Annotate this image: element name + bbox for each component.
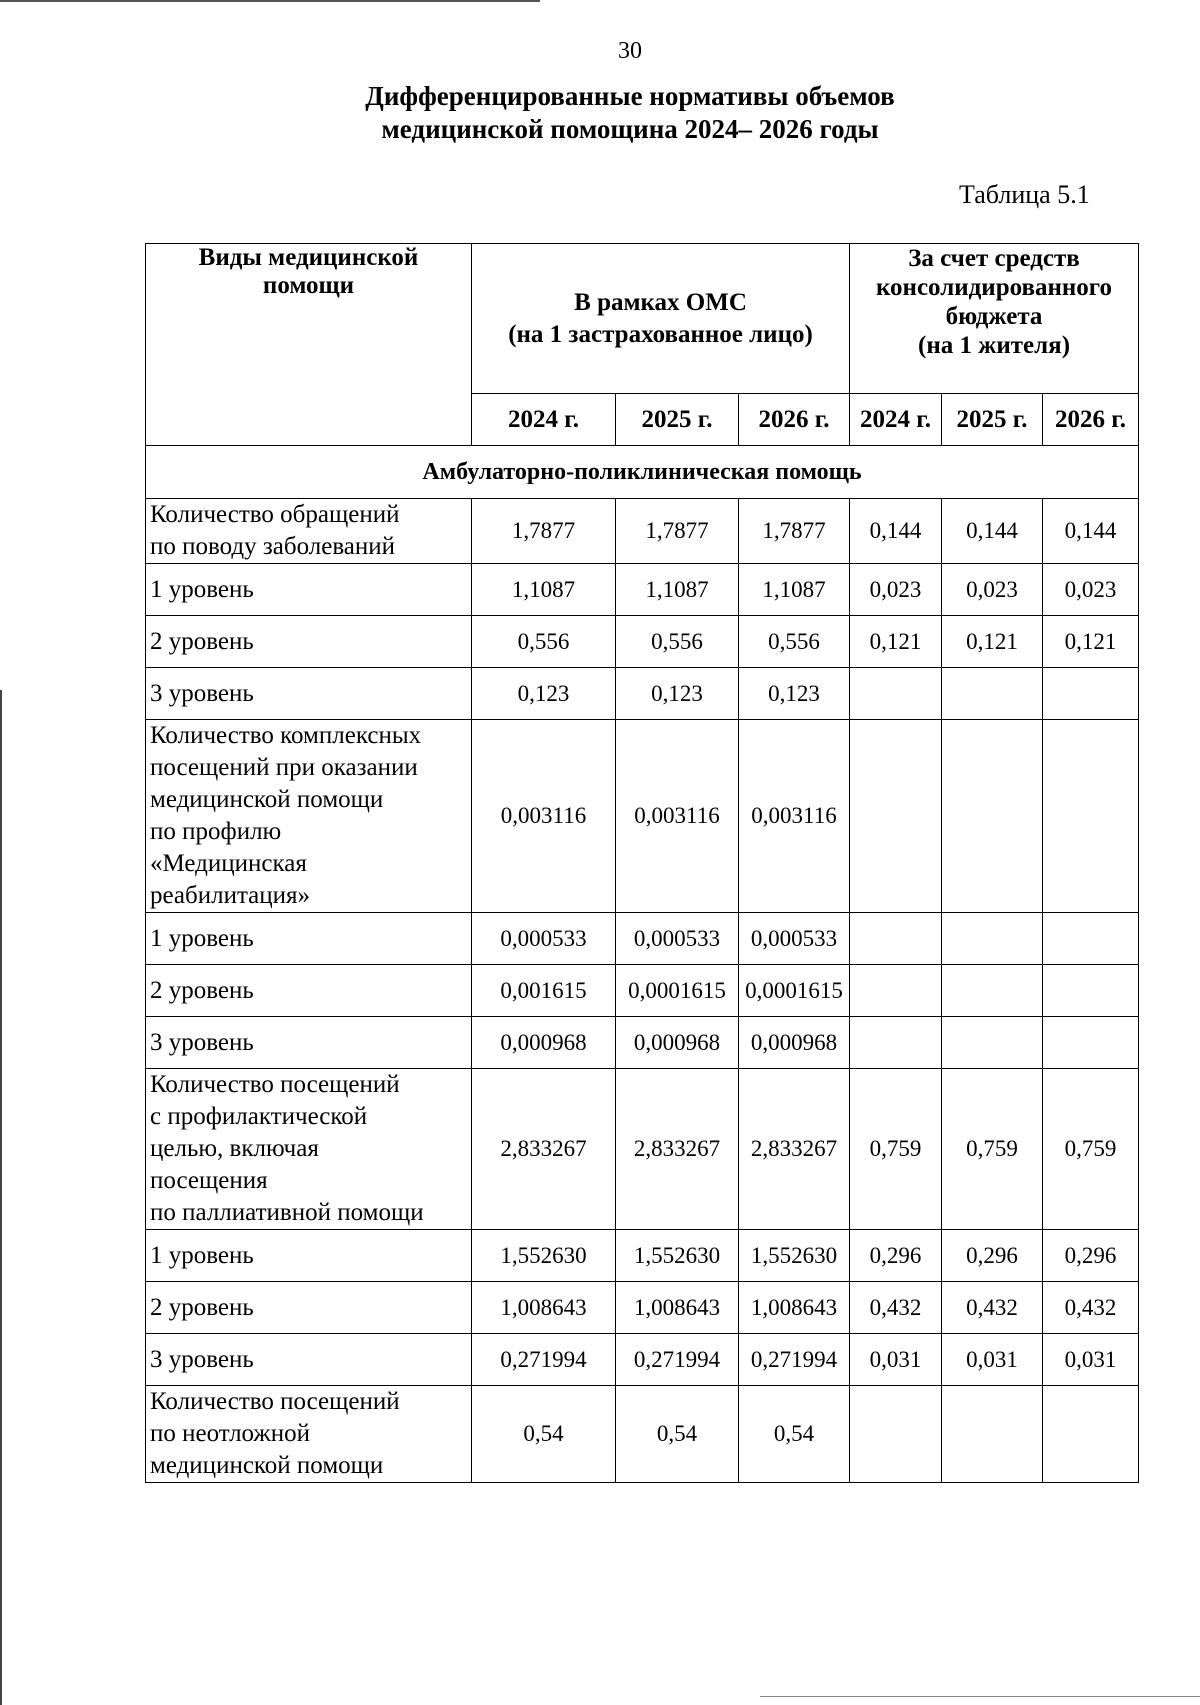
value-cell: 2,833267 bbox=[472, 1069, 616, 1230]
value-cell: 0,144 bbox=[850, 499, 942, 564]
value-cell: 0,000533 bbox=[739, 913, 850, 965]
value-cell: 0,144 bbox=[942, 499, 1043, 564]
value-cell: 0,144 bbox=[1043, 499, 1139, 564]
value-cell: 1,1087 bbox=[739, 564, 850, 616]
value-cell: 0,556 bbox=[739, 616, 850, 668]
row-label-line: по неотложной bbox=[150, 1420, 310, 1447]
value-cell: 2,833267 bbox=[739, 1069, 850, 1230]
table-row bbox=[146, 1017, 1139, 1069]
header-year: 2024 г. bbox=[850, 394, 942, 446]
value-cell: 0,432 bbox=[850, 1282, 942, 1334]
row-label-line: посещения bbox=[150, 1167, 268, 1194]
value-cell bbox=[850, 913, 942, 965]
value-cell: 0,023 bbox=[850, 564, 942, 616]
value-cell: 1,552630 bbox=[739, 1230, 850, 1282]
value-cell: 1,7877 bbox=[472, 499, 616, 564]
row-label bbox=[146, 1017, 472, 1069]
value-cell: 0,123 bbox=[739, 668, 850, 720]
row-label-line: Количество обращений bbox=[150, 501, 400, 528]
header-budget-line: консолидированного bbox=[875, 274, 1113, 301]
row-label-line: реабилитация» bbox=[150, 882, 311, 909]
row-label-line: Количество посещений bbox=[150, 1388, 400, 1415]
value-cell: 0,0001615 bbox=[616, 965, 739, 1017]
table-body bbox=[146, 446, 1139, 1483]
title-line-2: медицинской помощина 2024– 2026 годы bbox=[381, 114, 879, 144]
value-cell: 0,556 bbox=[616, 616, 739, 668]
row-label-line: медицинской помощи bbox=[150, 1452, 384, 1479]
value-cell bbox=[942, 668, 1043, 720]
value-cell: 0,003116 bbox=[472, 720, 616, 913]
value-cell bbox=[1043, 1386, 1139, 1483]
normatives-table bbox=[145, 243, 1139, 1483]
value-cell bbox=[942, 965, 1043, 1017]
value-cell bbox=[942, 1017, 1043, 1069]
value-cell: 0,000968 bbox=[616, 1017, 739, 1069]
row-label-line: по поводу заболеваний bbox=[150, 533, 396, 560]
value-cell bbox=[942, 720, 1043, 913]
row-label-line: по профилю bbox=[150, 818, 282, 845]
table-row bbox=[146, 1282, 1139, 1334]
value-cell: 0,003116 bbox=[739, 720, 850, 913]
row-label bbox=[146, 1230, 472, 1282]
row-label bbox=[146, 1334, 472, 1386]
table-label: Таблица 5.1 bbox=[959, 180, 1090, 209]
row-label-line: 3 уровень bbox=[150, 1345, 254, 1373]
value-cell bbox=[850, 668, 942, 720]
value-cell bbox=[850, 965, 942, 1017]
value-cell bbox=[850, 1017, 942, 1069]
value-cell: 1,1087 bbox=[472, 564, 616, 616]
value-cell bbox=[1043, 913, 1139, 965]
value-cell bbox=[942, 1386, 1043, 1483]
table-row bbox=[146, 1334, 1139, 1386]
header-year: 2024 г. bbox=[472, 394, 616, 446]
header-year: 2026 г. bbox=[1043, 394, 1139, 446]
row-label-line: 2 уровень bbox=[150, 976, 254, 1004]
row-label-line: Количество комплексных bbox=[150, 722, 422, 749]
value-cell: 0,000968 bbox=[739, 1017, 850, 1069]
row-label bbox=[146, 965, 472, 1017]
value-cell: 0,000533 bbox=[472, 913, 616, 965]
table-row bbox=[146, 720, 1139, 913]
value-cell: 1,7877 bbox=[616, 499, 739, 564]
row-label-line: целью, включая bbox=[150, 1135, 319, 1162]
row-label bbox=[146, 1069, 472, 1230]
row-label-line: 3 уровень bbox=[150, 679, 254, 707]
value-cell bbox=[1043, 720, 1139, 913]
value-cell: 0,556 bbox=[472, 616, 616, 668]
value-cell: 1,008643 bbox=[616, 1282, 739, 1334]
row-label-line: 3 уровень bbox=[150, 1028, 254, 1056]
header-year: 2026 г. bbox=[739, 394, 850, 446]
value-cell: 1,008643 bbox=[739, 1282, 850, 1334]
row-label bbox=[146, 499, 472, 564]
table-row bbox=[146, 499, 1139, 564]
row-label-line: Количество посещений bbox=[150, 1071, 400, 1098]
section-title: Амбулаторно-поликлиническая помощь bbox=[146, 446, 1139, 499]
table-row bbox=[146, 668, 1139, 720]
value-cell: 0,296 bbox=[850, 1230, 942, 1282]
row-label bbox=[146, 616, 472, 668]
row-label bbox=[146, 668, 472, 720]
value-cell: 0,123 bbox=[616, 668, 739, 720]
table-row bbox=[146, 1386, 1139, 1483]
row-label-line: 1 уровень bbox=[150, 924, 254, 952]
value-cell: 0,023 bbox=[1043, 564, 1139, 616]
value-cell bbox=[1043, 1017, 1139, 1069]
value-cell: 0,271994 bbox=[739, 1334, 850, 1386]
value-cell: 0,296 bbox=[942, 1230, 1043, 1282]
value-cell: 1,552630 bbox=[616, 1230, 739, 1282]
row-label bbox=[146, 1282, 472, 1334]
row-label-line: «Медицинская bbox=[150, 850, 307, 877]
row-label-line: медицинской помощи bbox=[150, 786, 384, 813]
value-cell: 1,008643 bbox=[472, 1282, 616, 1334]
value-cell: 0,271994 bbox=[616, 1334, 739, 1386]
value-cell: 0,54 bbox=[739, 1386, 850, 1483]
value-cell: 0,000533 bbox=[616, 913, 739, 965]
table-row bbox=[146, 564, 1139, 616]
value-cell bbox=[1043, 965, 1139, 1017]
value-cell: 1,7877 bbox=[739, 499, 850, 564]
title-line-1: Дифференцированные нормативы объемов bbox=[365, 81, 895, 111]
value-cell: 0,759 bbox=[942, 1069, 1043, 1230]
scan-edge-top bbox=[0, 0, 540, 2]
page-number: 30 bbox=[618, 38, 642, 64]
value-cell: 0,031 bbox=[1043, 1334, 1139, 1386]
table-row bbox=[146, 1069, 1139, 1230]
row-label-line: 2 уровень bbox=[150, 627, 254, 655]
value-cell: 0,003116 bbox=[616, 720, 739, 913]
value-cell: 0,121 bbox=[850, 616, 942, 668]
value-cell: 0,759 bbox=[1043, 1069, 1139, 1230]
row-label bbox=[146, 564, 472, 616]
value-cell: 0,121 bbox=[942, 616, 1043, 668]
scan-edge-bottom bbox=[760, 1696, 1200, 1697]
value-cell bbox=[942, 913, 1043, 965]
value-cell: 0,759 bbox=[850, 1069, 942, 1230]
row-label bbox=[146, 720, 472, 913]
table-row bbox=[146, 1230, 1139, 1282]
header-budget-line: (на 1 жителя) bbox=[918, 332, 1071, 359]
row-label bbox=[146, 913, 472, 965]
value-cell: 0,031 bbox=[850, 1334, 942, 1386]
value-cell: 0,031 bbox=[942, 1334, 1043, 1386]
row-label-line: 2 уровень bbox=[150, 1293, 254, 1321]
header-budget bbox=[850, 244, 1139, 394]
value-cell: 1,552630 bbox=[472, 1230, 616, 1282]
value-cell: 0,296 bbox=[1043, 1230, 1139, 1282]
header-budget-line: бюджета bbox=[945, 303, 1043, 330]
value-cell: 0,432 bbox=[1043, 1282, 1139, 1334]
header-year: 2025 г. bbox=[616, 394, 739, 446]
value-cell: 2,833267 bbox=[616, 1069, 739, 1230]
header-year: 2025 г. bbox=[942, 394, 1043, 446]
table-row bbox=[146, 965, 1139, 1017]
value-cell: 0,000968 bbox=[472, 1017, 616, 1069]
value-cell bbox=[850, 720, 942, 913]
row-label-line: 1 уровень bbox=[150, 1241, 254, 1269]
row-label bbox=[146, 1386, 472, 1483]
value-cell: 1,1087 bbox=[616, 564, 739, 616]
value-cell: 0,54 bbox=[616, 1386, 739, 1483]
value-cell bbox=[850, 1386, 942, 1483]
section-row bbox=[146, 446, 1139, 499]
row-label-line: по паллиативной помощи bbox=[150, 1199, 424, 1226]
row-label-line: посещений при оказании bbox=[150, 754, 418, 781]
header-oms-line: В рамках ОМС bbox=[574, 288, 747, 316]
value-cell: 0,121 bbox=[1043, 616, 1139, 668]
row-label-line: 1 уровень bbox=[150, 575, 254, 603]
value-cell: 0,001615 bbox=[472, 965, 616, 1017]
value-cell: 0,0001615 bbox=[739, 965, 850, 1017]
value-cell bbox=[1043, 668, 1139, 720]
header-category: Виды медицинской помощи bbox=[146, 244, 472, 446]
row-label-line: с профилактической bbox=[150, 1103, 368, 1130]
document-title bbox=[0, 80, 1200, 146]
value-cell: 0,123 bbox=[472, 668, 616, 720]
scan-edge-left bbox=[0, 690, 2, 1705]
value-cell: 0,271994 bbox=[472, 1334, 616, 1386]
value-cell: 0,023 bbox=[942, 564, 1043, 616]
table-row bbox=[146, 913, 1139, 965]
value-cell: 0,432 bbox=[942, 1282, 1043, 1334]
value-cell: 0,54 bbox=[472, 1386, 616, 1483]
table-row bbox=[146, 616, 1139, 668]
header-budget-line: За счет средств bbox=[908, 245, 1080, 272]
header-oms bbox=[472, 244, 850, 394]
header-oms-line: (на 1 застрахованное лицо) bbox=[508, 320, 813, 348]
